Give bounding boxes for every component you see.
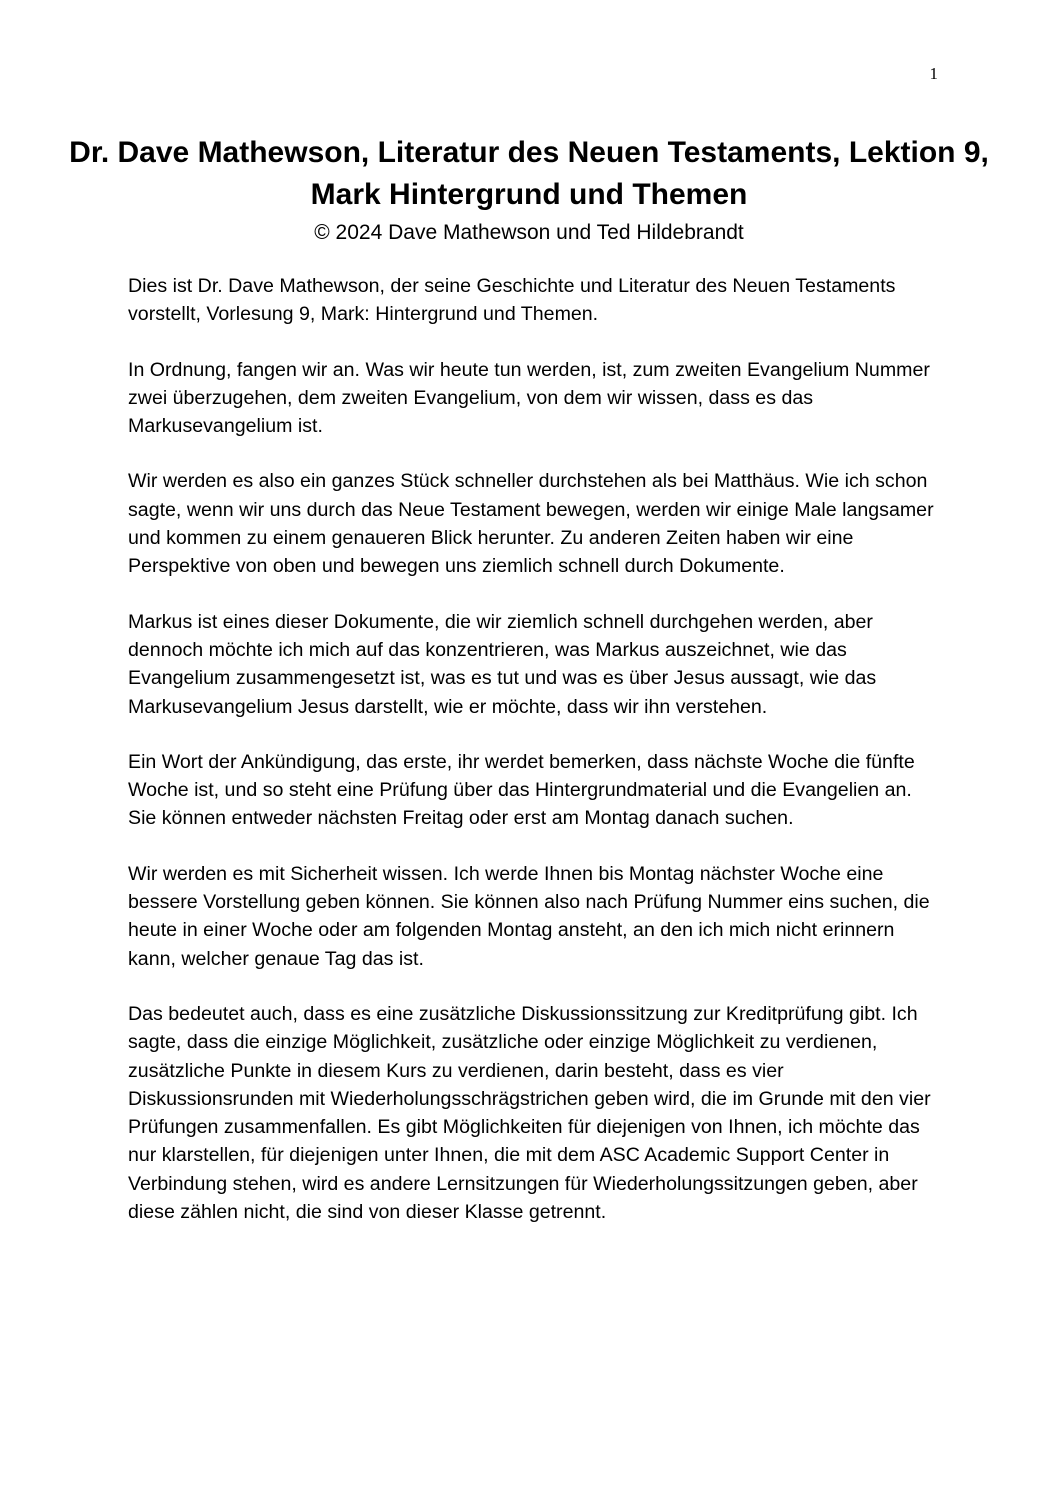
document-title: Dr. Dave Mathewson, Literatur des Neuen Testaments, Lektion 9, Mark Hintergrund und Themen bbox=[69, 136, 989, 211]
paragraph: Wir werden es mit Sicherheit wissen. Ich werde Ihnen bis Montag nächster Woche eine bessere Vorstellung geben können. Sie können also nach Prüfung Nummer eins suchen, die heute in einer Woche oder am folgenden Montag ansteht, an den ich mich nicht erinnern kann, welcher genaue Tag das ist. bbox=[128, 862, 930, 970]
document-body bbox=[128, 272, 938, 1253]
paragraph: In Ordnung, fangen wir an. Was wir heute tun werden, ist, zum zweiten Evangelium Nummer zwei überzugehen, dem zweiten Evangelium, von dem wir wissen, dass es das Markusevangelium ist. bbox=[128, 358, 930, 438]
paragraph: Markus ist eines dieser Dokumente, die wir ziemlich schnell durchgehen werden, aber dennoch möchte ich mich auf das konzentrieren, was Markus auszeichnet, wie das Evangelium zusammengesetzt ist, was es tut und was es über Jesus aussagt, wie das Markusevangelium Jesus darstellt, wie er möchte, dass wir ihn verstehen. bbox=[128, 610, 877, 718]
paragraph: Ein Wort der Ankündigung, das erste, ihr werdet bemerken, dass nächste Woche die fünfte Woche ist, und so steht eine Prüfung über das Hintergrundmaterial und die Evangelien an. Sie können entweder nächsten Freitag oder erst am Montag danach suchen. bbox=[128, 750, 915, 830]
paragraph: Das bedeutet auch, dass es eine zusätzliche Diskussionssitzung zur Kreditprüfung gibt. Ich sagte, dass die einzige Möglichkeit, zusätzliche oder einzige Möglichkeit zu verdienen, zusätzliche Punkte in diesem Kurs zu verdienen, darin besteht, dass es vier Diskussionsrunden mit Wiederholungsschrägstrichen geben wird, die im Grunde mit den vier Prüfungen zusammenfallen. Es gibt Möglichkeiten für diejenigen von Ihnen, ich möchte das nur klarstellen, für diejenigen unter Ihnen, die mit dem ASC Academic Support Center in Verbindung stehen, wird es andere Lernsitzungen für Wiederholungssitzungen geben, aber diese zählen nicht, die sind von dieser Klasse getrennt. bbox=[128, 1002, 931, 1224]
paragraph: Wir werden es also ein ganzes Stück schneller durchstehen als bei Matthäus. Wie ich schon sagte, wenn wir uns durch das Neue Testament bewegen, werden wir einige Male langsamer und kommen zu einem genaueren Blick herunter. Zu anderen Zeiten haben wir eine Perspektive von oben und bewegen uns ziemlich schnell durch Dokumente. bbox=[128, 470, 934, 578]
copyright-line: © 2024 Dave Mathewson und Ted Hildebrandt bbox=[314, 221, 744, 244]
page-number: 1 bbox=[929, 64, 938, 83]
paragraph: Dies ist Dr. Dave Mathewson, der seine Geschichte und Literatur des Neuen Testaments vorstellt, Vorlesung 9, Mark: Hintergrund und Themen. bbox=[128, 275, 896, 326]
